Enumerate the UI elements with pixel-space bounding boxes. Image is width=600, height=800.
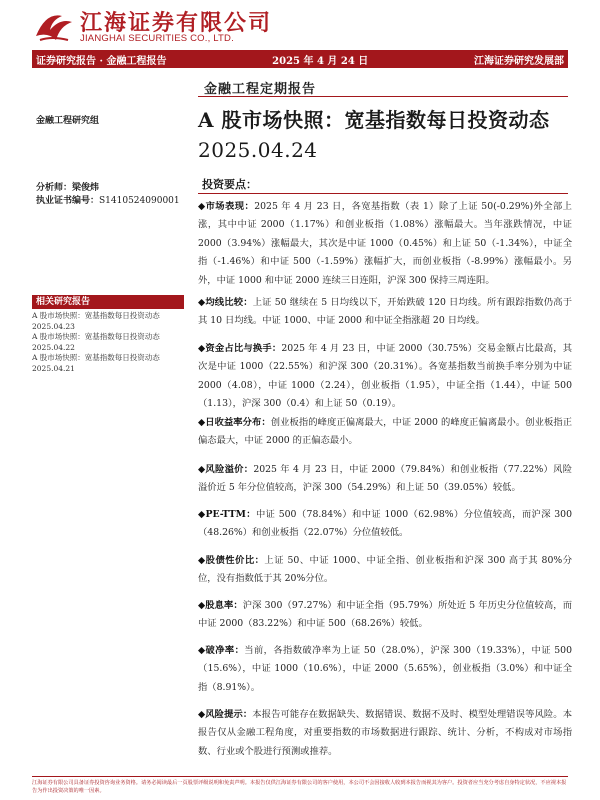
- key-point-text: 中证 500（78.84%）和中证 1000（62.98%）分位值较高，而沪深 300（48.26%）和创业板指（22.07%）分位值较低。: [198, 509, 572, 539]
- report-category: 证券研究报告 · 金融工程报告: [36, 55, 167, 67]
- key-point-text: 上证 50 继续在 5 日均线以下，开始跌破 120 日均线。所有跟踪指数仍高于其 10 日均线。中证 1000、中证 2000 和中证全指涨超 20 日均线。: [198, 297, 572, 327]
- key-point-paragraph: [198, 506, 572, 543]
- key-point-paragraph: [198, 198, 572, 290]
- key-point-lead: ◆股债性价比：: [198, 555, 265, 566]
- key-point-paragraph: [198, 597, 572, 634]
- analyst-line: [36, 180, 99, 193]
- key-point-text: 2025 年 4 月 23 日，各宽基指数（表 1）除了上证 50(-0.29%)外全部上涨，其中中证 2000（1.17%）和创业板指（1.08%）涨幅最大。当年涨跌情况，中证 2000（3.94%）涨幅最大，其次是中证 1000（0.45%）和上证 50（-1.34%），中证全指（-1.46%）和中证 500（-1.59%）涨幅扩大，而创业板指（-8.99%）涨幅最小。另外，中证 1000 和中证 2000 连续三日连阳，沪深 300 保持三周连阳。: [198, 201, 572, 286]
- company-logo: [32, 6, 292, 46]
- key-point-lead: ◆市场表现：: [198, 201, 255, 212]
- report-title: A 股市场快照：宽基指数每日投资动态: [198, 108, 550, 132]
- key-point-lead: ◆PE-TTM：: [198, 509, 256, 520]
- key-point-text: 2025 年 4 月 23 日，中证 2000（30.75%）交易金额占比最高，其次是中证 1000（22.55%）和沪深 300（20.31%）。各宽基指数当前换手率分别为中证 2000（4.08），中证 1000（2.24），创业板指（1.95），中证全指（1.44），中证 500（1.13），沪深 300（0.4）和上证 50（0.19）。: [198, 343, 573, 410]
- key-point-paragraph: [198, 294, 572, 331]
- key-point-paragraph: [198, 414, 572, 451]
- company-name-cn: 江海证券有限公司: [80, 10, 273, 36]
- key-point-lead: ◆破净率：: [198, 645, 245, 656]
- document-type: 金融工程定期报告: [204, 82, 317, 97]
- report-title-date: 2025.04.24: [198, 138, 318, 162]
- license-label: 执业证书编号：: [36, 196, 100, 206]
- related-report-link[interactable]: A 股市场快照：宽基指数每日投资动态 2025.04.21: [32, 353, 160, 373]
- key-point-paragraph: [198, 340, 572, 414]
- divider: [198, 193, 568, 194]
- key-point-text: 本报告可能存在数据缺失、数据错误、数据不及时、模型处理错误等风险。本报告仅从金融工程角度，对重要指数的市场数据进行跟踪、统计、分析，不构成对市场指数、行业或个股进行预测或推荐。: [198, 709, 572, 757]
- jianghai-logo-icon: [32, 6, 76, 46]
- report-header-bar: [32, 50, 568, 68]
- key-point-lead: ◆资金占比与换手：: [198, 343, 282, 354]
- analyst-name: 梁俊炜: [72, 183, 100, 193]
- divider: [198, 96, 568, 97]
- key-point-lead: ◆风险提示：: [198, 709, 253, 720]
- related-reports-title: 相关研究报告: [32, 295, 184, 309]
- key-point-lead: ◆风险溢价：: [198, 464, 254, 475]
- related-report-link[interactable]: A 股市场快照：宽基指数每日投资动态 2025.04.23: [32, 311, 160, 331]
- key-point-text: 当前，各指数破净率为上证 50（28.0%），沪深 300（19.33%），中证 500（15.6%），中证 1000（10.6%），中证 2000（5.65%），创业板指（3.0%）和中证全指（8.91%）。: [198, 645, 572, 693]
- key-point-paragraph: [198, 552, 572, 589]
- research-group: 金融工程研究组: [36, 116, 100, 126]
- key-point-text: 沪深 300（97.27%）和中证全指（95.79%）所处近 5 年历史分位值较高，而中证 2000（83.22%）和中证 500（68.26%）较低。: [198, 600, 572, 630]
- key-point-lead: ◆日收益率分布：: [198, 417, 271, 428]
- key-point-text: 创业板指的峰度正偏离最大，中证 2000 的峰度正偏离最小。创业板指正偏态最大，中证 2000 的正偏态最小。: [198, 417, 572, 447]
- department-name: 江海证券研究发展部: [473, 55, 564, 67]
- company-name-en: JIANGHAI SECURITIES CO., LTD.: [80, 33, 234, 44]
- analyst-label: 分析师：: [36, 183, 73, 193]
- footer-divider: [32, 776, 568, 777]
- key-point-paragraph: [198, 642, 572, 697]
- key-point-lead: ◆均线比较：: [198, 297, 253, 308]
- related-report-link[interactable]: A 股市场快照：宽基指数每日投资动态 2025.04.22: [32, 332, 160, 352]
- key-point-text: 上证 50、中证 1000、中证全指、创业板指和沪深 300 高于其 80%分位，没有指数低于其 20%分位。: [198, 555, 572, 585]
- report-date: 2025 年 4 月 24 日: [272, 55, 369, 67]
- footer-disclaimer: 江海证券有限公司具备证券投资咨询业务资格。请务必阅读最后一页股票评级说明和免责声明。本报告仅供江海证券有限公司的客户使用，本公司不会因接收人收到本报告而视其为客户。投资者应当充分考虑自身特定状况，不应视本报告为作出投资决策的唯一因素。: [32, 780, 567, 794]
- key-point-paragraph: [198, 706, 572, 761]
- key-point-text: 2025 年 4 月 23 日，中证 2000（79.84%）和创业板指（77.22%）风险溢价近 5 年分位值较高，沪深 300（54.29%）和上证 50（39.05%）较低。: [198, 464, 572, 494]
- license-number: S1410524090001: [99, 196, 180, 206]
- key-point-paragraph: [198, 461, 572, 498]
- key-point-lead: ◆股息率：: [198, 600, 243, 611]
- key-points-title: 投资要点：: [202, 178, 257, 191]
- license-line: [36, 193, 180, 206]
- related-reports-list: [32, 311, 184, 374]
